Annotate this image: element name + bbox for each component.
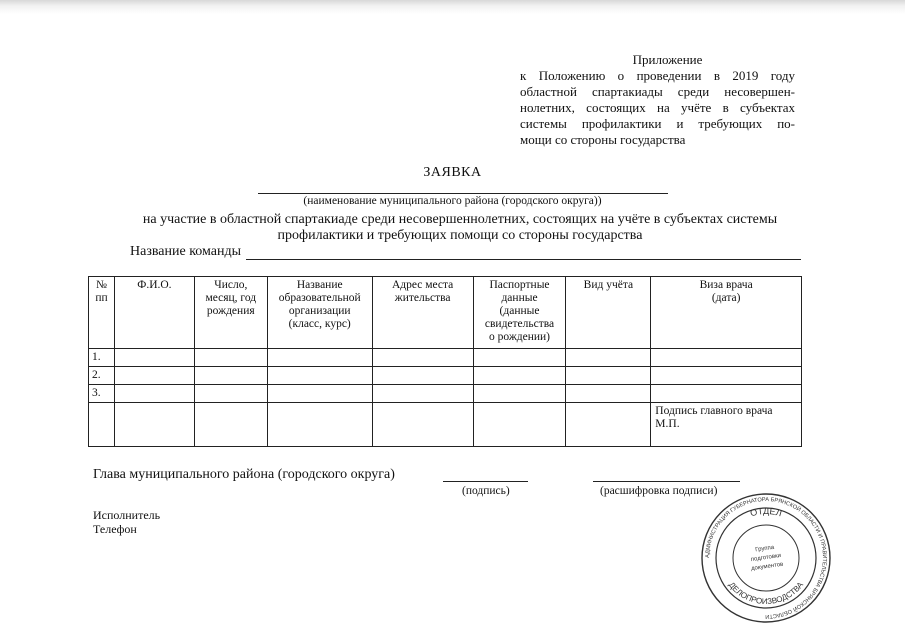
table-cell bbox=[566, 349, 651, 367]
table-cell bbox=[194, 403, 267, 447]
table-cell bbox=[566, 403, 651, 447]
header-cell bbox=[566, 277, 651, 349]
decoding-caption: (расшифровка подписи) bbox=[600, 485, 718, 497]
phone-label: Телефон bbox=[93, 522, 137, 536]
header-cell bbox=[89, 277, 115, 349]
table-cell bbox=[372, 349, 473, 367]
table-header-row bbox=[89, 277, 802, 349]
annex-title: Приложение bbox=[632, 52, 703, 67]
table-cell bbox=[372, 403, 473, 447]
chief-doctor-signature-cell bbox=[651, 403, 802, 447]
header-cell bbox=[267, 277, 372, 349]
signature-caption: (подпись) bbox=[462, 485, 510, 497]
table-cell bbox=[194, 349, 267, 367]
header-text: Вид учёта bbox=[583, 279, 634, 291]
team-name-field-line bbox=[246, 259, 801, 260]
table-cell bbox=[372, 367, 473, 385]
annex-line: к Положению о проведении в 2019 году bbox=[520, 68, 795, 83]
table-cell bbox=[651, 385, 802, 403]
table-cell bbox=[651, 367, 802, 385]
municipality-field-line bbox=[258, 193, 668, 194]
table-cell bbox=[267, 349, 372, 367]
table-row bbox=[89, 403, 802, 447]
header-cell bbox=[372, 277, 473, 349]
table-cell bbox=[114, 385, 194, 403]
table-row bbox=[89, 385, 802, 403]
scan-top-edge bbox=[0, 0, 905, 22]
table-cell bbox=[89, 403, 115, 447]
table-cell bbox=[114, 367, 194, 385]
header-text: Число, месяц, год рождения bbox=[205, 279, 257, 317]
stamp-inner-line: Группа bbox=[754, 544, 775, 554]
table-cell bbox=[651, 349, 802, 367]
header-cell bbox=[114, 277, 194, 349]
team-name-label: Название команды bbox=[130, 244, 242, 259]
table-row bbox=[89, 349, 802, 367]
document-title: ЗАЯВКА bbox=[423, 165, 482, 180]
purpose-text bbox=[120, 212, 800, 244]
signature-text: Подпись главного врача М.П. bbox=[655, 405, 773, 430]
table-cell bbox=[473, 403, 566, 447]
table-cell bbox=[372, 385, 473, 403]
table-cell bbox=[566, 385, 651, 403]
table-cell bbox=[267, 403, 372, 447]
header-text: Адрес места жительства bbox=[391, 279, 454, 304]
header-cell bbox=[651, 277, 802, 349]
head-label: Глава муниципального района (городского округа) bbox=[93, 467, 395, 482]
table-cell bbox=[473, 367, 566, 385]
table-cell bbox=[194, 367, 267, 385]
table-cell bbox=[267, 367, 372, 385]
executor-label: Исполнитель bbox=[93, 508, 161, 522]
table-cell bbox=[566, 367, 651, 385]
row-number: 2. bbox=[89, 367, 115, 385]
participants-table bbox=[88, 276, 802, 447]
header-text: Виза врача (дата) bbox=[699, 279, 753, 304]
municipality-caption: (наименование муниципального района (городского округа)) bbox=[303, 195, 602, 207]
row-number: 3. bbox=[89, 385, 115, 403]
table-cell bbox=[114, 349, 194, 367]
table-row bbox=[89, 367, 802, 385]
purpose-line: на участие в областной спартакиаде среди несовершеннолетних, состоящих на учёте в субъектах системы bbox=[142, 212, 778, 227]
annex-line: нолетних, состоящих на учёте в субъектах bbox=[520, 100, 795, 115]
header-text: № пп bbox=[95, 279, 108, 304]
row-number: 1. bbox=[89, 349, 115, 367]
table-cell bbox=[267, 385, 372, 403]
stamp-inner-line: документов bbox=[750, 561, 784, 573]
header-text: Название образовательной организации (класс, курс) bbox=[278, 279, 361, 330]
annex-line: системы профилактики и требующих по- bbox=[520, 116, 795, 131]
department-stamp bbox=[700, 492, 832, 624]
stamp-dept-bottom: ДЕЛОПРОИЗВОДСТВА bbox=[726, 580, 806, 607]
decoding-field-line bbox=[593, 481, 740, 482]
table-cell bbox=[473, 385, 566, 403]
header-text: Паспортные данные (данные свидетельства о рождении) bbox=[484, 279, 555, 343]
purpose-line: профилактики и требующих помощи со стороны государства bbox=[277, 228, 643, 243]
header-cell bbox=[194, 277, 267, 349]
stamp-outer-text: АДМИНИСТРАЦИЯ ГУБЕРНАТОРА БРЯНСКОЙ ОБЛАСТИ И ПРАВИТЕЛЬСТВА БРЯНСКОЙ ОБЛАСТИ bbox=[704, 496, 828, 620]
stamp-inner-line: подготовки bbox=[750, 552, 782, 564]
annex-line: мощи со стороны государства bbox=[520, 132, 686, 147]
stamp-dept-top: ОТДЕЛ bbox=[749, 505, 784, 519]
annex-line: областной спартакиады среди несовершен- bbox=[520, 84, 795, 99]
annex-block bbox=[520, 52, 795, 148]
header-cell bbox=[473, 277, 566, 349]
table-cell bbox=[114, 403, 194, 447]
header-text: Ф.И.О. bbox=[137, 279, 172, 291]
signature-field-line bbox=[443, 481, 528, 482]
table-cell bbox=[473, 349, 566, 367]
table-cell bbox=[194, 385, 267, 403]
